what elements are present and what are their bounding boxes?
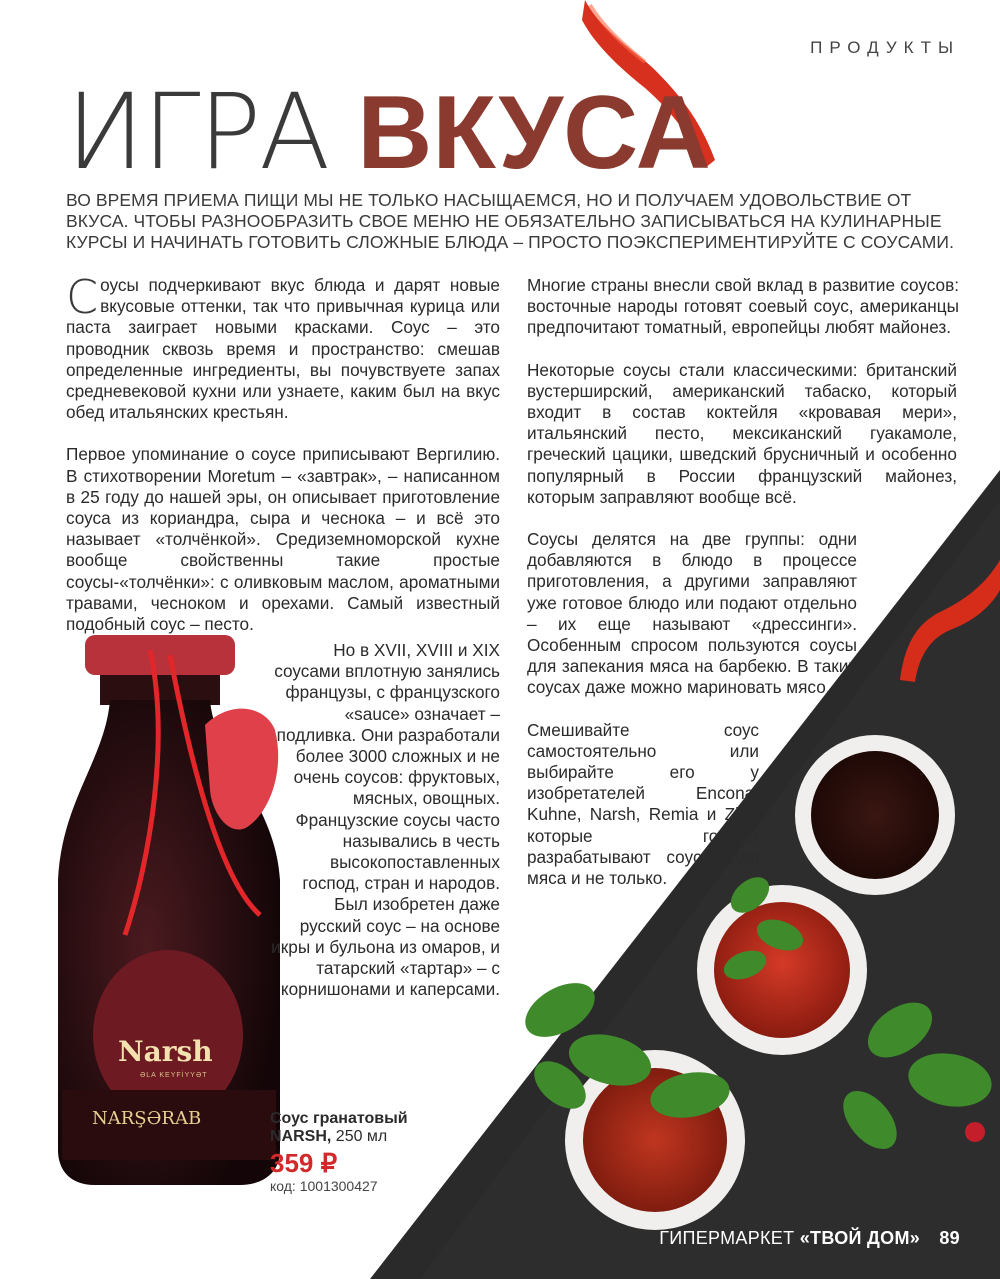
right-paragraph-1: Многие страны внесли свой вклад в развитие соусов: восточные народы готовят соевый соус, американцы предпочитают томатный, европейцы любят майонез.	[527, 275, 959, 338]
footer-store-prefix: ГИПЕРМАРКЕТ	[659, 1228, 795, 1248]
right-paragraph-2: Некоторые соусы стали классическими: британский вустерширский, американский табаско, который входит в состав коктейля «кровавая мери», итальянский песто, мексиканский гуакамоле, греческий цацики, шведский брусничный и особенно популярный в России французский майонез, которым заправляют вообще всё.	[527, 359, 957, 507]
left-paragraph-1-text: оусы подчеркивают вкус блюда и дарят новые вкусовые оттенки, так что привычная курица или паста заиграет новыми красками. Соус – это проводник сквозь время и пространство: смешав определенные ингредиенты, вы почувствуете запах средневековой кухни или узнаете, каким был на вкус обед итальянских крестьян.	[66, 275, 500, 423]
middle-column	[268, 640, 500, 1021]
title-bold: ВКУСА	[357, 75, 711, 191]
section-label: ПРОДУКТЫ	[810, 38, 960, 57]
lead-paragraph: ВО ВРЕМЯ ПРИЕМА ПИЩИ МЫ НЕ ТОЛЬКО НАСЫЩАЕМСЯ, НО И ПОЛУЧАЕМ УДОВОЛЬСТВИЕ ОТ ВКУСА. ЧТОБЫ РАЗНООБРАЗИТЬ СВОЕ МЕНЮ НЕ ОБЯЗАТЕЛЬНО ЗАПИСЫВАТЬСЯ НА КУЛИНАРНЫЕ КУРСЫ И НАЧИНАТЬ ГОТОВИТЬ СЛОЖНЫЕ БЛЮДА – ПРОСТО ПОЭКСПЕРИМЕНТИРУЙТЕ С СОУСАМИ.	[66, 190, 955, 252]
page-title	[66, 71, 711, 193]
drop-cap: С	[66, 270, 99, 324]
title-light: ИГРА	[66, 71, 329, 193]
left-paragraph-1	[66, 270, 500, 423]
product-brand: NARSH,	[270, 1128, 332, 1145]
page-footer	[659, 1228, 960, 1249]
middle-paragraph-1: Но в XVII, XVIII и XIX соусами вплотную занялись французы, с французского «sauce» означает – подливка. Они разработали более 3000 сложных и не очень соусов: фруктовых, мясных, овощных. Французские соусы часто назывались в честь высокопоставленных господ, стран и народов. Был изобретен даже русский соус – на основе икры и бульона из омаров, и татарский «тартар» – с корнишонами и каперсами.	[271, 640, 500, 1000]
right-column	[527, 275, 959, 910]
right-paragraph-4: Смешивайте соус самостоятельно или выбирайте его у изобретателей Encona, Kuhne, Narsh, Remia и Zira, которые годами разрабатывают соусы для мяса и не только.	[527, 719, 759, 889]
bottle-label-name: NARŞƏRAB	[92, 1108, 202, 1129]
right-paragraph-3: Соусы делятся на две группы: одни добавляются в блюдо в процессе приготовления, а другими заправляют уже готовое блюдо или подают отдельно – их еще называют «дрессинги». Особенным спросом пользуются соусы для запекания мяса на барбекю. В таких соусах даже можно мариновать мясо.	[527, 529, 857, 698]
product-brand-line	[270, 1128, 490, 1146]
product-price: 359 ₽	[270, 1148, 338, 1178]
left-column	[66, 270, 500, 656]
product-name: Соус гранатовый	[270, 1110, 408, 1127]
product-code: код: 1001300427	[270, 1178, 378, 1194]
sauce-bottle-image	[58, 635, 280, 1185]
page-number: 89	[939, 1228, 960, 1248]
product-volume: 250 мл	[331, 1128, 388, 1145]
bottle-label-sub: ƏLA KEYFİYYƏT	[140, 1072, 208, 1079]
left-paragraph-2: Первое упоминание о соусе приписывают Вергилию. В стихотворении Moretum – «завтрак», – написанном в 25 году до нашей эры, он описывает приготовление соуса из кориандра, сыра и чеснока – и всё это называет «толчёнкой». Средиземноморской кухне вообще свойственны такие простые соусы-«толчёнки»: с оливковым маслом, ароматными травами, чесноком и орехами. Самый известный подобный соус – песто.	[66, 444, 500, 635]
bottle-label-brand: Narsh	[118, 1035, 213, 1068]
footer-store-name: «ТВОЙ ДОМ»	[799, 1228, 921, 1248]
product-price-box	[270, 1110, 490, 1194]
